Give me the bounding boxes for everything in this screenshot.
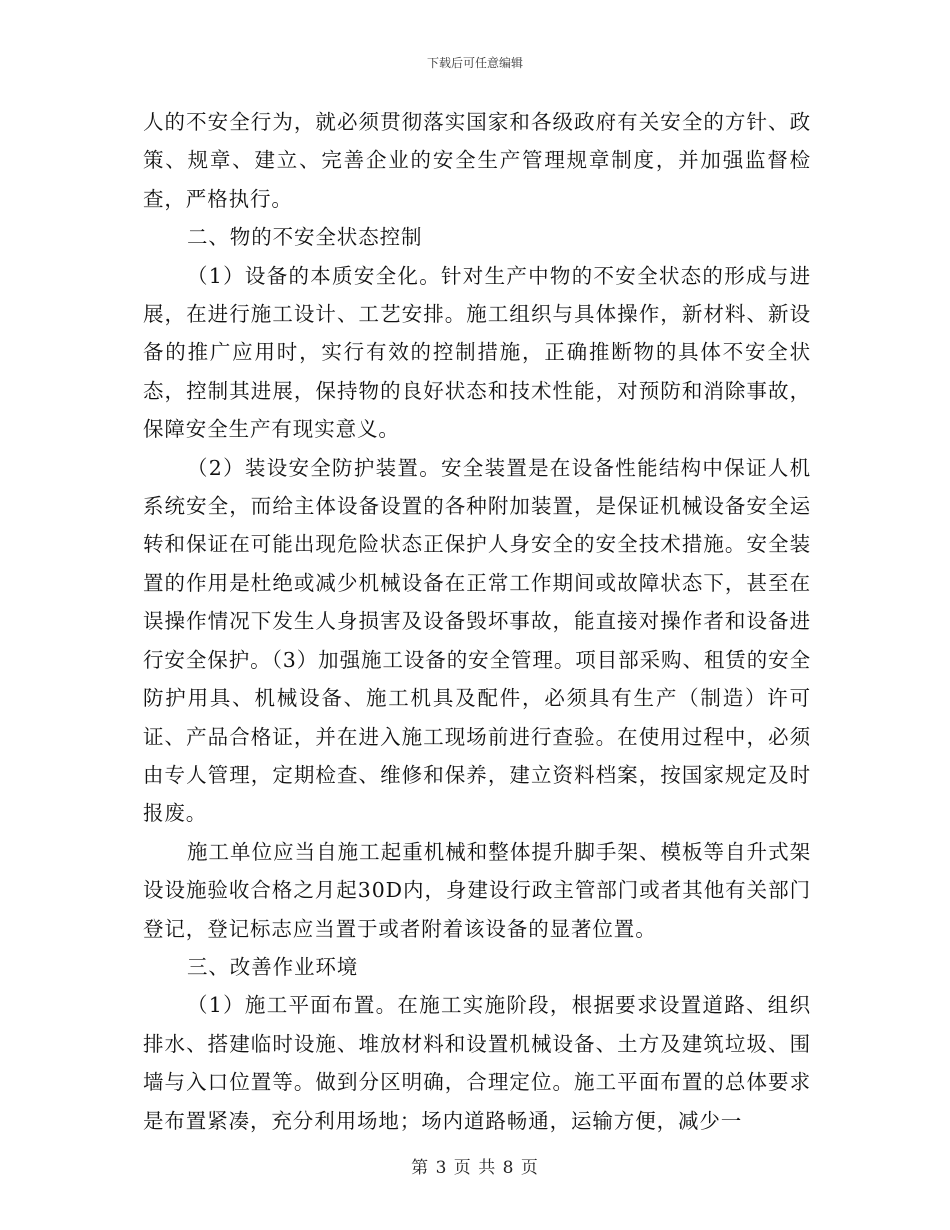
paragraph-7: （1）施工平面布置。在施工实施阶段，根据要求设置道路、组织排水、搭建临时设施、堆放材料和设置机械设备、土方及建筑垃圾、围墙与入口位置等。做到分区明确，合理定位。施工平面布置的总体要求是布置紧凑，充分利用场地；场内道路畅通，运输方便，减少一	[143, 993, 811, 1133]
paragraph-4: （2）装设安全防护装置。安全装置是在设备性能结构中保证人机系统安全，而给主体设备设置的各种附加装置，是保证机械设备安全运转和保证在可能出现危险状态正保护人身安全的安全技术措施。安全装置的作用是杜绝或减少机械设备在正常工作期间或故障状态下，甚至在误操作情况下发生人身损害及设备毁坏事故，能直接对操作者和设备进行安全保护。（3）加强施工设备的安全管理。项目部采购、租赁的安全防护用具、机械设备、施工机具及配件，必须具有生产（制造）许可证、产品合格证，并在进入施工现场前进行查验。在使用过程中，必须由专人管理，定期检查、维修和保养，建立资料档案，按国家规定及时报废。	[143, 455, 811, 826]
section-heading-2: 二、物的不安全状态控制	[187, 225, 423, 250]
paragraph-5: 施工单位应当自施工起重机械和整体提升脚手架、模板等自升式架设设施验收合格之月起30D内，身建设行政主管部门或者其他有关部门登记，登记标志应当置于或者附着该设备的显著位置。	[143, 839, 811, 941]
page-header: 下载后可任意编辑	[426, 56, 523, 70]
document-body	[143, 103, 811, 1140]
paragraph-3: （1）设备的本质安全化。针对生产中物的不安全状态的形成与进展，在进行施工设计、工艺安排。施工组织与具体操作，新材料、新设备的推广应用时，实行有效的控制措施，正确推断物的具体不安全状态，控制其进展，保持物的良好状态和技术性能，对预防和消除事故，保障安全生产有现实意义。	[143, 263, 811, 442]
page-number-footer: 第 3 页 共 8 页	[411, 1158, 539, 1178]
paragraph-1: 人的不安全行为，就必须贯彻落实国家和各级政府有关安全的方针、政策、规章、建立、完善企业的安全生产管理规章制度，并加强监督检查，严格执行。	[143, 110, 811, 211]
section-heading-3: 三、改善作业环境	[187, 954, 359, 979]
